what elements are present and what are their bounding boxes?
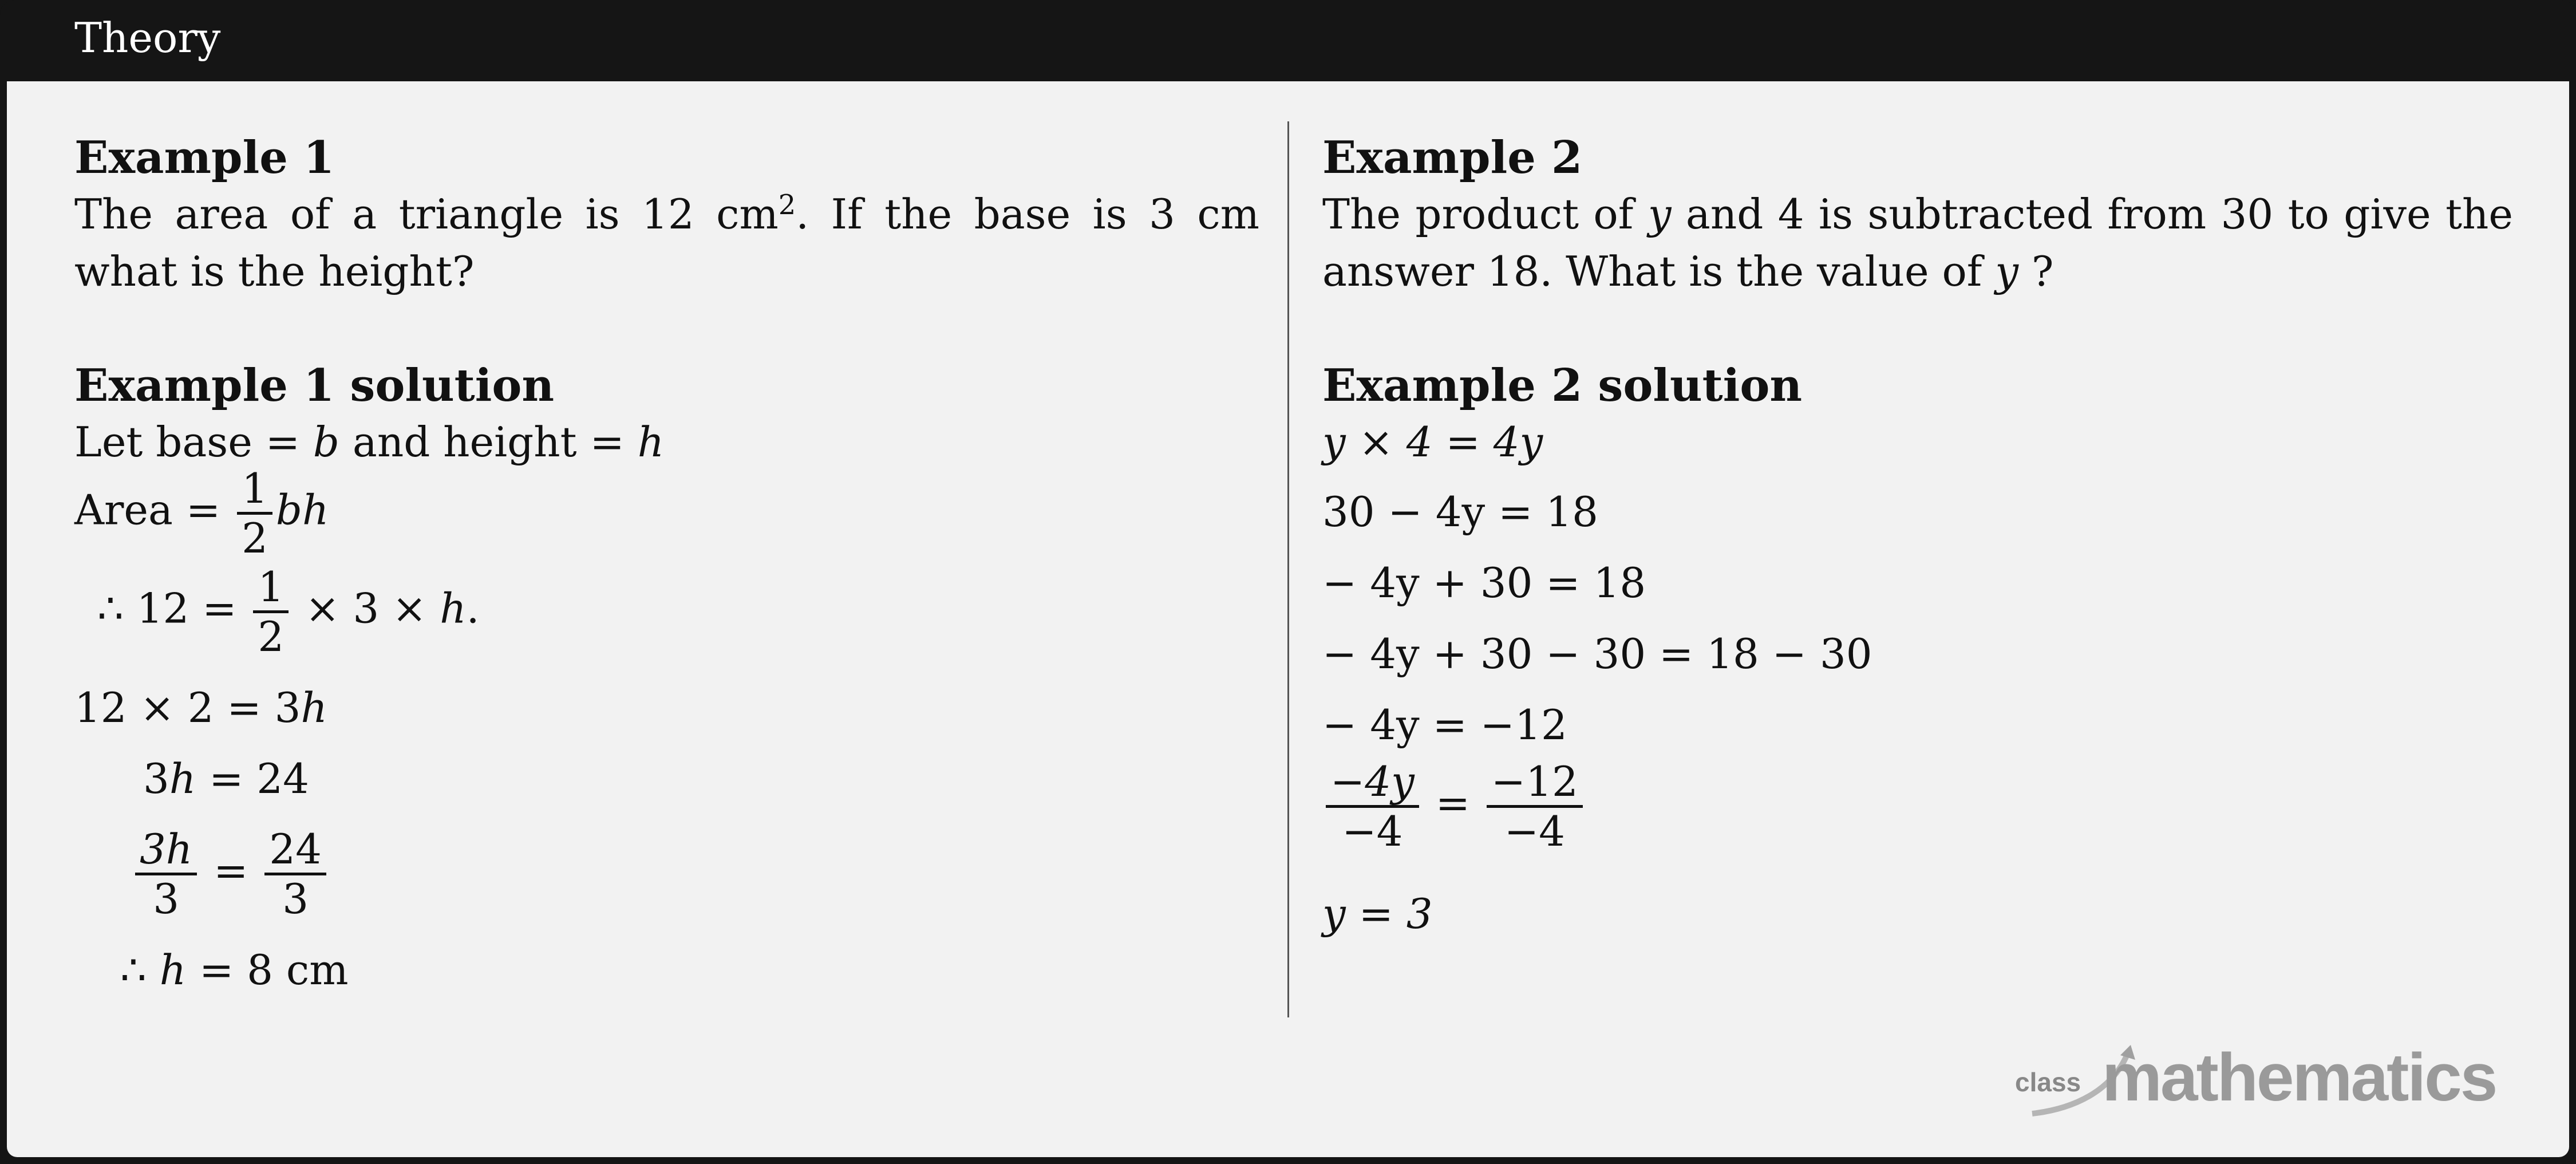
example-1-step-2: Area = $\frac{1}{2}$ bh xyxy=(74,464,329,562)
example-2-step-7: y = 3 xyxy=(1322,890,1433,938)
fraction: $\frac{1}{2}$ xyxy=(237,465,272,562)
class-mathematics-logo xyxy=(2015,1040,2502,1120)
fraction: $\frac{3h}{3}$ xyxy=(135,826,197,922)
example-1-step-5: 3h = 24 xyxy=(143,755,309,803)
example-2-step-3: − 4y + 30 = 18 xyxy=(1322,559,1646,607)
fraction: $\frac{-12}{-4}$ xyxy=(1487,758,1583,855)
example-1-step-6: $\frac{3h}{3}$ = $\frac{24}{3}$ xyxy=(132,826,330,922)
fraction: $\frac{1}{2}$ xyxy=(253,563,289,660)
example-2-step-5: − 4y = −12 xyxy=(1322,701,1567,749)
card-header xyxy=(0,0,2576,81)
example-2-heading: Example 2 xyxy=(1322,132,1583,184)
example-2-step-4: − 4y + 30 − 30 = 18 − 30 xyxy=(1322,630,1872,678)
example-1-step-1: Let base = b and height = h xyxy=(74,418,665,466)
example-2-problem: The product of y and 4 is subtracted from 30 to give the answer 18. What is the value of y ? xyxy=(1322,190,2513,295)
example-1-step-4: 12 × 2 = 3h xyxy=(74,684,327,732)
example-2-step-2: 30 − 4y = 18 xyxy=(1322,488,1598,536)
column-divider xyxy=(1287,121,1289,1017)
header-title: Theory xyxy=(74,14,221,62)
fraction: $\frac{24}{3}$ xyxy=(264,826,326,922)
example-1-step-3: ∴ 12 = $\frac{1}{2}$ × 3 × h. xyxy=(97,563,480,661)
logo-name: mathematics xyxy=(2102,1040,2496,1115)
card-body xyxy=(7,81,2569,1157)
example-2-step-1: y × 4 = 4y xyxy=(1322,418,1543,466)
example-1-step-7: ∴ h = 8 cm xyxy=(120,946,349,994)
example-1-solution-heading: Example 1 solution xyxy=(74,360,555,412)
fraction: $\frac{-4y}{-4}$ xyxy=(1326,758,1419,855)
logo-prefix: class xyxy=(2015,1067,2081,1097)
example-1-problem: The area of a triangle is 12 $cm^2$. If the base is 3 cm what is the height? xyxy=(74,189,1260,295)
example-2-solution-heading: Example 2 solution xyxy=(1322,360,1803,412)
example-1-heading: Example 1 xyxy=(74,132,335,184)
example-2-step-6: $\frac{-4y}{-4}$ = $\frac{-12}{-4}$ xyxy=(1322,758,1586,855)
